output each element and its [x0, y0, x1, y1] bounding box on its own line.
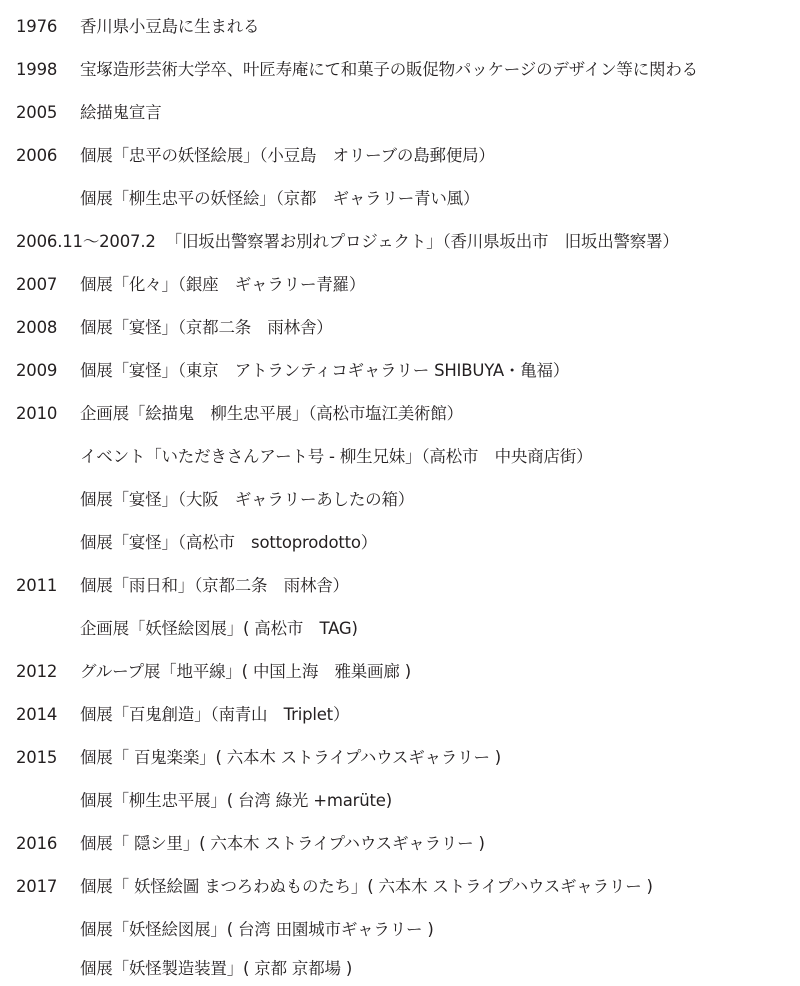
history-row [16, 270, 365, 300]
history-row [80, 528, 377, 558]
history-text: 個展「雨日和」（京都二条 雨林舎） [80, 576, 349, 595]
history-text: 個展「妖怪製造装置」( 京都 京都場 ) [80, 959, 353, 978]
history-row [16, 743, 501, 773]
history-text: 個展「宴怪」（京都二条 雨林舎） [80, 318, 333, 337]
history-row [80, 485, 414, 515]
history-row [16, 313, 333, 343]
history-row [16, 12, 259, 42]
history-text: 個展「宴怪」（高松市 sottoprodotto） [80, 533, 378, 552]
history-row [80, 915, 434, 945]
history-text: 個展「化々」（銀座 ギャラリー青羅） [80, 275, 366, 294]
history-text: イベント「いただきさんアート号 - 柳生兄妹」（高松市 中央商店街） [80, 447, 593, 466]
history-year: 2006.11〜2007.2 [16, 232, 156, 251]
history-year: 2014 [16, 705, 58, 724]
history-text: 個展「柳生忠平展」( 台湾 綠光 +marüte) [80, 791, 392, 810]
history-row [16, 571, 349, 601]
history-year: 1998 [16, 60, 58, 79]
history-text: 個展「 百鬼楽楽」( 六本木 ストライプハウスギャラリー ) [80, 748, 502, 767]
history-year: 2012 [16, 662, 58, 681]
history-text: 個展「 隠シ里」( 六本木 ストライプハウスギャラリー ) [80, 834, 485, 853]
history-row [80, 184, 479, 214]
history-row [16, 141, 495, 171]
history-text: 個展「百鬼創造」（南青山 Triplet） [80, 705, 350, 724]
history-year: 1976 [16, 17, 58, 36]
history-year: 2015 [16, 748, 58, 767]
history-year: 2016 [16, 834, 58, 853]
history-row [16, 829, 485, 859]
history-year: 2005 [16, 103, 58, 122]
history-text: 香川県小豆島に生まれる [80, 17, 260, 36]
history-row [16, 399, 463, 429]
history-text: 個展「妖怪絵図展」( 台湾 田園城市ギャラリー ) [80, 920, 434, 939]
history-row [80, 954, 352, 984]
history-text: 個展「宴怪」（大阪 ギャラリーあしたの箱） [80, 490, 415, 509]
history-text: 個展「宴怪」（東京 アトランティコギャラリー SHIBUYA・亀福） [80, 361, 570, 380]
history-row [16, 227, 679, 257]
history-year: 2011 [16, 576, 58, 595]
history-text: 宝塚造形芸術大学卒、叶匠寿庵にて和菓子の販促物パッケージのデザイン等に関わる [80, 60, 698, 79]
history-row [16, 657, 411, 687]
history-row [16, 55, 698, 85]
history-row [16, 98, 162, 128]
history-text: 個展「柳生忠平の妖怪絵」（京都 ギャラリー青い風） [80, 189, 480, 208]
history-row [80, 786, 392, 816]
history-text: 「旧坂出警察署お別れプロジェクト」（香川県坂出市 旧坂出警察署） [165, 232, 679, 251]
history-text: 企画展「妖怪絵図展」( 高松市 TAG) [80, 619, 358, 638]
history-text: グループ展「地平線」( 中国上海 雅巣画廊 ) [80, 662, 411, 681]
history-row [80, 442, 592, 472]
history-year: 2009 [16, 361, 58, 380]
history-text: 絵描鬼宣言 [80, 103, 162, 122]
history-row [16, 700, 349, 730]
history-text: 個展「 妖怪絵圖 まつろわぬものたち」( 六本木 ストライプハウスギャラリー ) [80, 877, 653, 896]
history-text: 個展「忠平の妖怪絵展」（小豆島 オリーブの島郵便局） [80, 146, 495, 165]
history-year: 2006 [16, 146, 58, 165]
history-row [80, 614, 358, 644]
history-year: 2010 [16, 404, 58, 423]
history-year: 2008 [16, 318, 58, 337]
history-row [16, 872, 653, 902]
history-row [16, 356, 569, 386]
history-year: 2017 [16, 877, 58, 896]
history-text: 企画展「絵描鬼 柳生忠平展」（高松市塩江美術館） [80, 404, 463, 423]
history-year: 2007 [16, 275, 58, 294]
